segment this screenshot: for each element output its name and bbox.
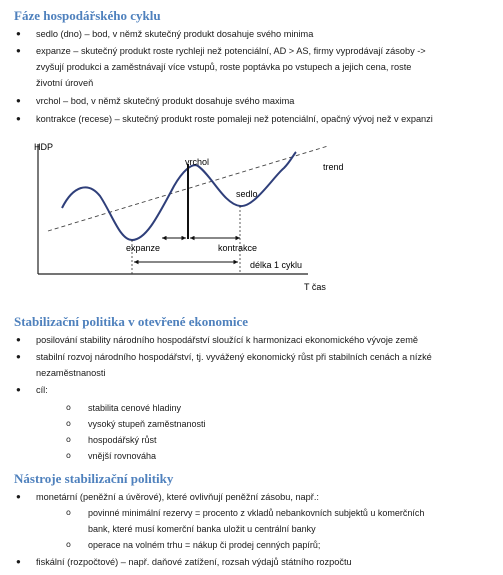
- sub-bullet-icon: o: [66, 403, 71, 412]
- item-cil: cíl:: [36, 385, 48, 395]
- heading-nastroje: Nástroje stabilizační politiky: [14, 471, 174, 486]
- cycle-curve: [62, 152, 296, 240]
- item-sedlo: sedlo (dno) – bod, v němž skutečný produkt dosahuje svého minima: [36, 29, 314, 39]
- item-expanze-2: zvyšují produkci a zaměstnávají více vstupů, roste poptávka po vstupech a jejich cena, roste: [36, 62, 412, 72]
- bullet-icon: ●: [16, 492, 21, 501]
- bullet-icon: ●: [16, 352, 21, 361]
- bullet-icon: ●: [16, 29, 21, 38]
- goal-item: hospodářský růst: [88, 435, 157, 445]
- bullet-icon: ●: [16, 557, 21, 566]
- sub-bullet-icon: o: [66, 508, 71, 517]
- expanze-label: expanze: [126, 243, 161, 253]
- bullet-icon: ●: [16, 46, 21, 55]
- y-axis-label: HDP: [34, 142, 54, 152]
- bullet-icon: ●: [16, 335, 21, 344]
- item-stabilni-rozvoj-2: nezaměstnanosti: [36, 368, 106, 378]
- goal-item: vnější rovnováha: [88, 451, 157, 461]
- trend-label: trend: [323, 162, 344, 172]
- item-expanze-1: expanze – skutečný produkt roste rychleji než potenciální, AD > AS, firmy vyprodávají zásoby ->: [36, 46, 426, 56]
- x-axis-label: T čas: [304, 282, 326, 292]
- bullet-icon: ●: [16, 114, 21, 123]
- item-monetarni: monetární (peněžní a úvěrové), které ovlivňují peněžní zásobu, např.:: [36, 492, 319, 502]
- item-rezervy-2: bank, které musí komerční banka uložit u centrální banky: [88, 524, 316, 534]
- item-expanze-3: životní úroveň: [36, 78, 94, 88]
- business-cycle-figure: [28, 136, 358, 301]
- bullet-icon: ●: [16, 385, 21, 394]
- item-stabilni-rozvoj-1: stabilní rozvoj národního hospodářství, tj. vyvážený ekonomický růst při stabilních cenách a nízké: [36, 352, 432, 362]
- item-operace: operace na volném trhu = nákup či prodej cenných papírů;: [88, 540, 321, 550]
- sub-bullet-icon: o: [66, 540, 71, 549]
- goal-item: stabilita cenové hladiny: [88, 403, 182, 413]
- heading-stabilizacni-politika: Stabilizační politika v otevřené ekonomice: [14, 314, 248, 329]
- item-vrchol: vrchol – bod, v němž skutečný produkt dosahuje svého maxima: [36, 96, 295, 106]
- goal-item: vysoký stupeň zaměstnanosti: [88, 419, 206, 429]
- heading-faze: Fáze hospodářského cyklu: [14, 8, 161, 23]
- cycle-length-label: délka 1 cyklu: [250, 260, 303, 270]
- sub-bullet-icon: o: [66, 419, 71, 428]
- bullet-icon: ●: [16, 96, 21, 105]
- sub-bullet-icon: o: [66, 435, 71, 444]
- item-posilovani: posilování stability národního hospodářství sloužící k harmonizaci ekonomického vývoje země: [36, 335, 418, 345]
- sub-bullet-icon: o: [66, 451, 71, 460]
- vrchol-label: vrchol: [185, 157, 210, 167]
- sedlo-label: sedlo: [236, 189, 258, 199]
- kontrakce-label: kontrakce: [218, 243, 258, 253]
- item-rezervy-1: povinné minimální rezervy = procento z vkladů nebankovních subjektů u komerčních: [88, 508, 425, 518]
- item-kontrakce: kontrakce (recese) – skutečný produkt roste pomaleji než potenciální, opačný vývoj než v expanzi: [36, 114, 433, 124]
- item-fiskalni: fiskální (rozpočtové) – např. daňové zatížení, rozsah výdajů státního rozpočtu: [36, 557, 352, 567]
